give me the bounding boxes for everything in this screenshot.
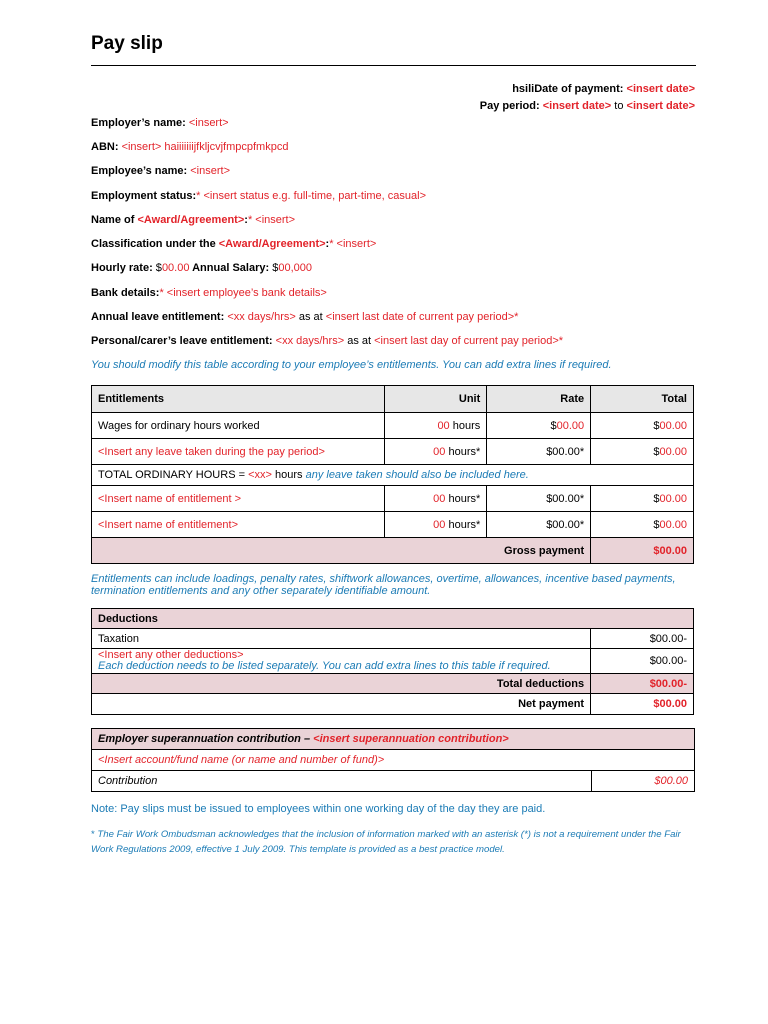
other-deductions-value: $00.00-: [591, 649, 694, 674]
total-header: Total: [591, 386, 694, 413]
hourly-rate-label: Hourly rate:: [91, 262, 153, 274]
classification-field: [91, 238, 376, 250]
date-of-payment-line: [512, 83, 695, 95]
classification-tag: <Award/Agreement>: [218, 238, 326, 250]
wages-total: [591, 413, 694, 439]
super-header-insert: <insert superannuation contribution>: [313, 733, 509, 745]
modify-table-note: You should modify this table according to your employee’s entitlements. You can add extra lines if required.: [91, 359, 612, 371]
total-hours-row: [92, 465, 694, 486]
rate-header: Rate: [487, 386, 591, 413]
leave-taken-total-num: 00.00: [659, 445, 687, 458]
abn-label: ABN:: [91, 141, 119, 153]
personal-leave-field: [91, 335, 563, 347]
table-row: [92, 750, 695, 771]
award-name-suffix: :: [244, 214, 248, 226]
entitlement-2-unit: [385, 512, 487, 538]
hourly-rate-value: 00.00: [161, 262, 190, 274]
entitlements-table: [91, 385, 694, 564]
super-header: [92, 729, 695, 750]
entitlement-1-total: [591, 486, 694, 512]
entitlement-2-total-dollar: $: [653, 518, 660, 531]
employment-status-value: * <insert status e.g. full-time, part-time, casual>: [196, 190, 427, 202]
pay-period-line: [480, 100, 695, 112]
leave-taken-total: [591, 439, 694, 465]
table-row: [92, 512, 694, 538]
leave-taken-unit-word: hours*: [445, 445, 481, 458]
classification-prefix: Classification under the: [91, 238, 219, 250]
personal-leave-date: <insert last day of current pay period>*: [374, 335, 564, 347]
entitlement-1-unit-num: 00: [433, 492, 446, 505]
net-payment-row: [92, 694, 694, 715]
rate-field: [91, 262, 312, 274]
employee-name-label: Employee’s name:: [91, 165, 188, 177]
super-header-prefix: Employer superannuation contribution –: [98, 733, 314, 745]
superannuation-table: [91, 728, 695, 792]
deductions-header-row: [92, 609, 694, 629]
total-hours-cell: [92, 465, 694, 486]
asterisk-mark: *: [91, 829, 95, 840]
annual-leave-days: <xx days/hrs>: [224, 311, 296, 323]
date-of-payment-value: <insert date>: [626, 83, 695, 95]
wages-total-num: 00.00: [659, 419, 687, 432]
page-title: Pay slip: [91, 33, 163, 54]
entitlements-note: Entitlements can include loadings, penalty rates, shiftwork allowances, overtime, allowances, incentive based payments, termination entitlements and any other separately identifiable amount.: [91, 573, 676, 597]
annual-leave-label: Annual leave entitlement:: [91, 311, 225, 323]
bank-details-field: [91, 287, 327, 299]
award-name-tag: <Award/Agreement>: [137, 214, 245, 226]
net-payment-label: Net payment: [92, 694, 591, 715]
wages-label: Wages for ordinary hours worked: [92, 413, 385, 439]
annual-leave-field: [91, 311, 518, 323]
pay-period-from: <insert date>: [542, 100, 612, 112]
taxation-label: Taxation: [92, 629, 591, 649]
total-deductions-row: [92, 674, 694, 694]
employee-name-value: <insert>: [190, 165, 230, 177]
abn-field: [91, 141, 288, 153]
table-row: [92, 439, 694, 465]
entitlement-1-total-num: 00.00: [659, 492, 687, 505]
personal-leave-days: <xx days/hrs>: [272, 335, 345, 347]
gross-payment-value: $00.00: [591, 538, 694, 564]
contribution-label: Contribution: [92, 771, 592, 792]
table-row: [92, 771, 695, 792]
wages-rate-num: 00.00: [556, 419, 585, 432]
classification-suffix: :: [325, 238, 330, 250]
entitlement-name-1: <Insert name of entitlement >: [92, 486, 385, 512]
entitlement-2-total: [591, 512, 694, 538]
gross-payment-label: Gross payment: [92, 538, 591, 564]
taxation-value: $00.00-: [591, 629, 694, 649]
annual-leave-date: <insert last date of current pay period>*: [325, 311, 519, 323]
award-name-value: * <insert>: [247, 214, 296, 226]
award-name-field: [91, 214, 295, 226]
classification-value: * <insert>: [329, 238, 377, 250]
unit-header: Unit: [385, 386, 487, 413]
personal-leave-asat: as at: [344, 335, 375, 347]
table-row: [92, 629, 694, 649]
gross-payment-row: [92, 538, 694, 564]
pay-period-label: Pay period:: [479, 100, 540, 112]
other-deductions-label: <Insert any other deductions>: [98, 649, 244, 661]
annual-salary-label: Annual Salary:: [189, 262, 270, 274]
entitlement-2-total-num: 00.00: [659, 518, 687, 531]
wages-total-dollar: $: [653, 419, 660, 432]
ombudsman-text: The Fair Work Ombudsman acknowledges that the inclusion of information marked with an asterisk (*) is not a requirement under the Fair Work Regulations 2009, effective 1 July 2009. This template is provided as a best practice model.: [91, 829, 681, 855]
leave-taken-unit: [385, 439, 487, 465]
pay-period-to: <insert date>: [626, 100, 695, 112]
super-header-row: [92, 729, 695, 750]
employer-name-field: [91, 117, 229, 129]
total-hours-prefix: TOTAL ORDINARY HOURS =: [98, 469, 249, 481]
award-name-prefix: Name of: [91, 214, 138, 226]
wages-rate: [487, 413, 591, 439]
total-hours-word: hours: [271, 469, 306, 481]
entitlement-1-rate: $00.00*: [487, 486, 591, 512]
abn-value: <insert> haiiiiiiijfkljcvjfmpcpfmkpcd: [121, 141, 289, 153]
other-deductions-note: Each deduction needs to be listed separately. You can add extra lines to this table if required.: [98, 660, 551, 672]
hourly-rate-dollar: $: [152, 262, 162, 274]
annual-salary-dollar: $: [269, 262, 279, 274]
net-payment-value: $00.00: [591, 694, 694, 715]
employment-status-label: Employment status:: [91, 190, 197, 202]
annual-leave-asat: as at: [295, 311, 326, 323]
table-row: [92, 413, 694, 439]
wages-unit-num: 00: [437, 419, 450, 432]
super-account: <Insert account/fund name (or name and number of fund)>: [92, 750, 695, 771]
entitlement-name-2: <Insert name of entitlement>: [92, 512, 385, 538]
deductions-table: [91, 608, 694, 715]
entitlement-2-unit-num: 00: [433, 518, 446, 531]
table-row: [92, 486, 694, 512]
entitlement-1-unit: [385, 486, 487, 512]
leave-taken-unit-num: 00: [433, 445, 446, 458]
entitlements-header-row: [92, 386, 694, 413]
ombudsman-note: [91, 827, 701, 857]
leave-taken-label: <Insert any leave taken during the pay period>: [92, 439, 385, 465]
pay-slip-note: Note: Pay slips must be issued to employees within one working day of the day they are paid.: [91, 803, 546, 815]
employer-name-value: <insert>: [188, 117, 229, 129]
bank-details-value: * <insert employee’s bank details>: [159, 287, 327, 299]
total-deductions-label: Total deductions: [92, 674, 591, 694]
total-deductions-value: $00.00-: [591, 674, 694, 694]
entitlements-header: Entitlements: [92, 386, 385, 413]
personal-leave-label: Personal/carer’s leave entitlement:: [91, 335, 273, 347]
table-row: [92, 649, 694, 674]
leave-taken-total-dollar: $: [653, 445, 660, 458]
employment-status-field: [91, 190, 426, 202]
entitlement-1-total-dollar: $: [653, 492, 660, 505]
wages-unit: [385, 413, 487, 439]
bank-details-label: Bank details:: [91, 287, 160, 299]
entitlement-1-unit-word: hours*: [445, 492, 481, 505]
employer-name-label: Employer’s name:: [91, 117, 186, 129]
other-deductions-cell: [92, 649, 591, 674]
wages-rate-dollar: $: [550, 419, 557, 432]
entitlement-2-unit-word: hours*: [445, 518, 481, 531]
total-hours-xx: <xx>: [248, 469, 272, 481]
title-divider: [91, 65, 696, 66]
total-hours-note: any leave taken should also be included here.: [305, 469, 529, 481]
entitlement-2-rate: $00.00*: [487, 512, 591, 538]
leave-taken-rate: $00.00*: [487, 439, 591, 465]
annual-salary-value: 00,000: [278, 262, 312, 274]
deductions-header: Deductions: [92, 609, 694, 629]
contribution-value: $00.00: [592, 771, 695, 792]
employee-name-field: [91, 165, 230, 177]
date-of-payment-label: hsiliDate of payment:: [512, 83, 624, 95]
wages-unit-word: hours: [449, 419, 481, 432]
pay-period-to-word: to: [614, 100, 624, 112]
